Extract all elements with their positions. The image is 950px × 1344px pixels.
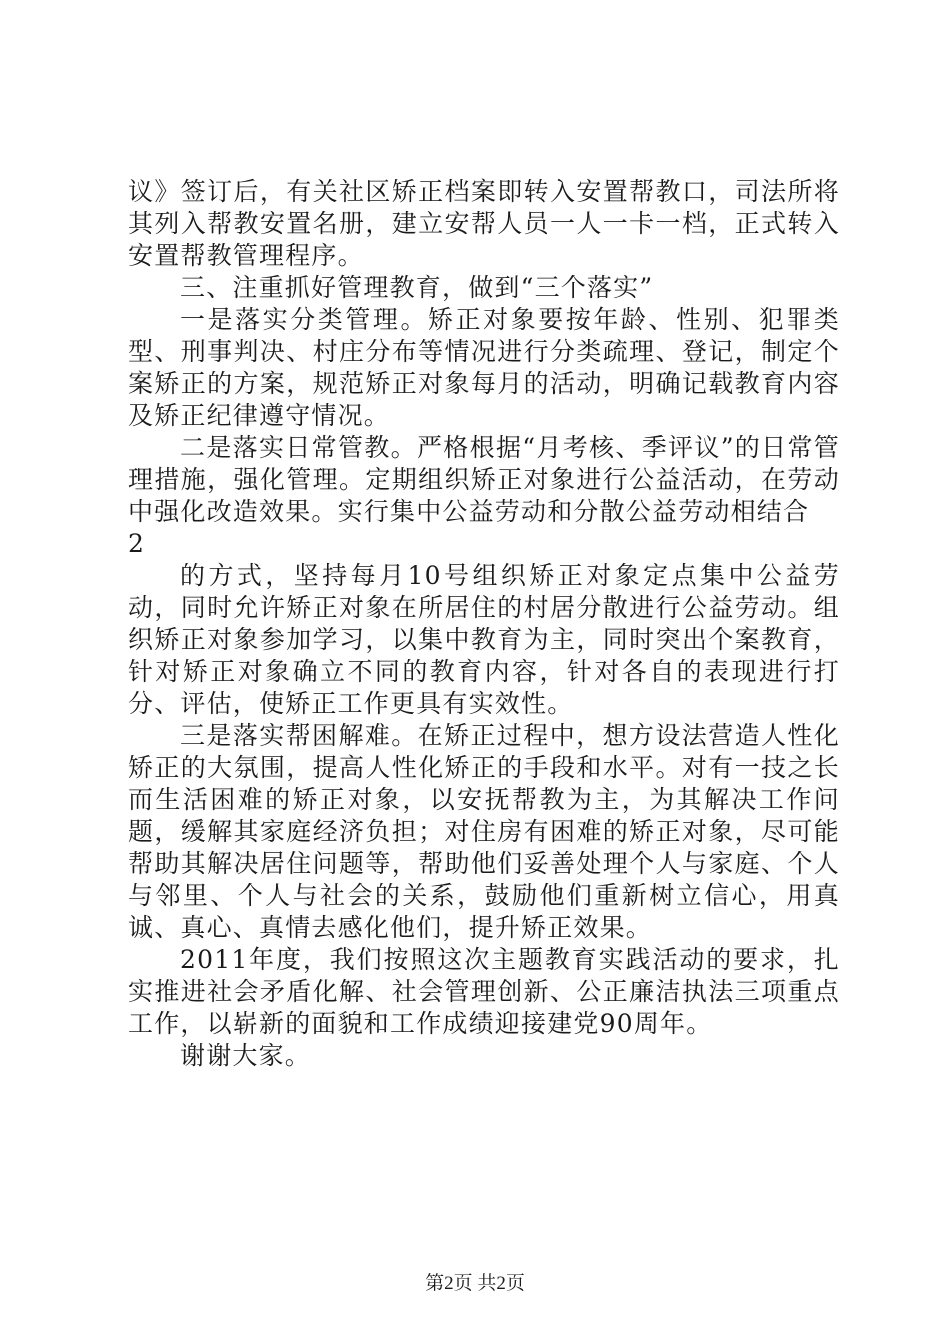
paragraph-closing: 谢谢大家。 (180, 1041, 312, 1070)
document-body (128, 176, 840, 1072)
paragraph-classification-management: 一是落实分类管理。矫正对象要按年龄、性别、犯罪类型、刑事判决、村庄分布等情况进行分类疏理、登记，制定个案矫正的方案，规范矫正对象每月的活动，明确记载教育内容及矫正纪律遵守情况。 (128, 305, 840, 430)
page-footer: 第2页 共2页 (425, 1273, 525, 1294)
paragraph-continuation: 议》签订后，有关社区矫正档案即转入安置帮教口，司法所将其列入帮教安置名册，建立安帮人员一人一卡一档，正式转入安置帮教管理程序。 (128, 177, 840, 270)
paragraph-2011-summary: 2011年度，我们按照这次主题教育实践活动的要求，扎实推进社会矛盾化解、社会管理创新、公正廉洁执法三项重点工作，以崭新的面貌和工作成绩迎接建党90周年。 (128, 945, 840, 1038)
inline-page-number: 2 (128, 529, 146, 558)
paragraph-help-difficulties: 三是落实帮困解难。在矫正过程中，想方设法营造人性化矫正的大氛围，提高人性化矫正的手段和水平。对有一技之长而生活困难的矫正对象，以安抚帮教为主，为其解决工作问题，缓解其家庭经济负担；对住房有困难的矫正对象，尽可能帮助其解决居住问题等，帮助他们妥善处理个人与家庭、个人与邻里、个人与社会的关系，鼓励他们重新树立信心，用真诚、真心、真情去感化他们，提升矫正效果。 (128, 721, 840, 942)
paragraph-daily-management-continued: 的方式，坚持每月10号组织矫正对象定点集中公益劳动，同时允许矫正对象在所居住的村居分散进行公益劳动。组织矫正对象参加学习，以集中教育为主，同时突出个案教育，针对矫正对象确立不同的教育内容，针对各自的表现进行打分、评估，使矫正工作更具有实效性。 (128, 561, 840, 718)
section-heading: 三、注重抓好管理教育，做到“三个落实” (180, 273, 654, 302)
paragraph-daily-management: 二是落实日常管教。严格根据“月考核、季评议”的日常管理措施，强化管理。定期组织矫正对象进行公益活动，在劳动中强化改造效果。实行集中公益劳动和分散公益劳动相结合 (128, 433, 840, 526)
